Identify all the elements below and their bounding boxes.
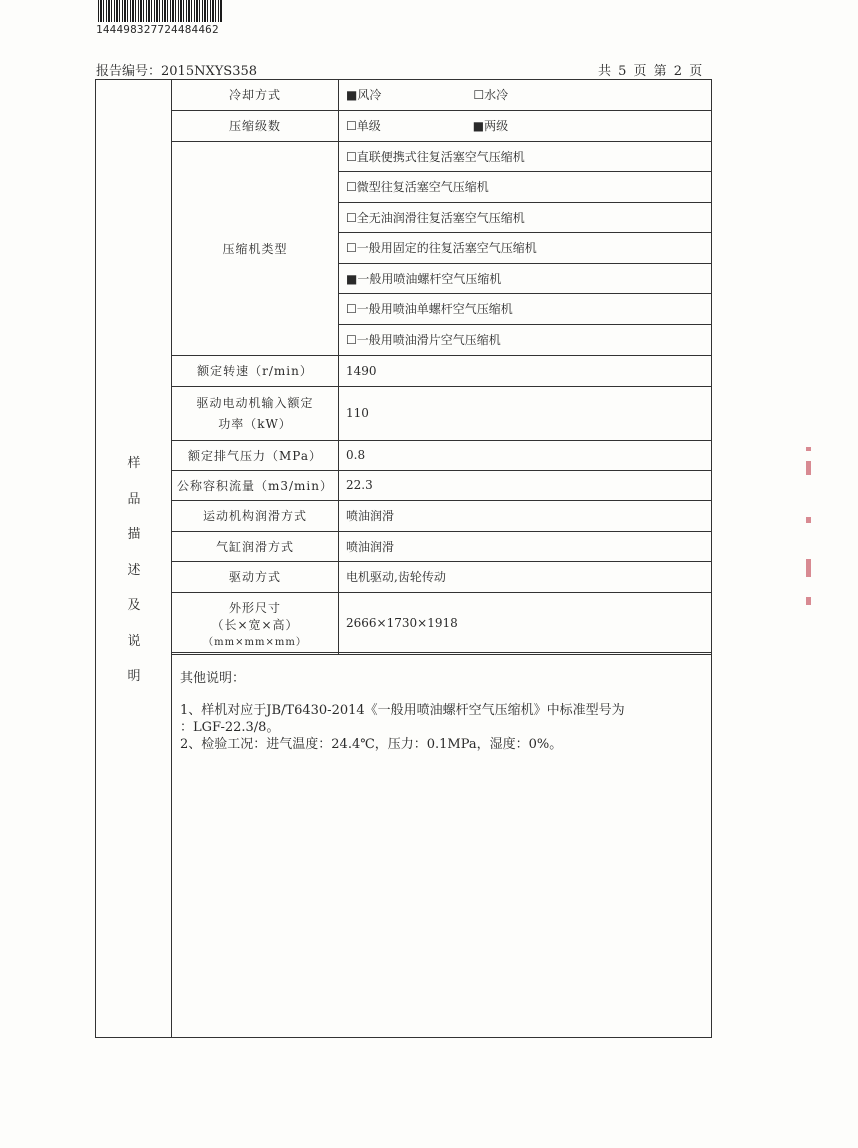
stages-key: 压缩级数 <box>172 110 339 141</box>
cooling-option-water: ☐水冷 <box>473 87 509 102</box>
type-option: ☐一般用固定的往复活塞空气压缩机 <box>339 233 713 264</box>
flow-value: 22.3 <box>339 470 713 501</box>
motion-lube-key: 运动机构润滑方式 <box>172 501 339 532</box>
report-number-value: 2015NXYS358 <box>161 64 258 79</box>
table-row <box>172 386 713 440</box>
section-char: 明 <box>127 669 141 684</box>
report-number-label: 报告编号： <box>96 64 162 79</box>
barcode-number: 144498327724484462 <box>96 23 219 36</box>
report-number <box>96 60 257 79</box>
table-row <box>172 501 713 532</box>
motor-key-line2: 功率（kW） <box>218 417 292 431</box>
table-row <box>172 531 713 562</box>
drive-key: 驱动方式 <box>172 562 339 593</box>
motor-key-line1: 驱动电动机输入额定 <box>196 396 314 410</box>
dims-key-line1: 外形尺寸 <box>228 600 281 615</box>
type-option: ☐直联便携式往复活塞空气压缩机 <box>339 141 713 172</box>
table-row <box>172 562 713 593</box>
dims-key <box>172 592 339 654</box>
page-indicator: 共 5 页 第 2 页 <box>598 64 703 79</box>
type-option: ☐全无油润滑往复活塞空气压缩机 <box>339 202 713 233</box>
type-option: ☐一般用喷油滑片空气压缩机 <box>339 324 713 355</box>
drive-value: 电机驱动,齿轮传动 <box>339 562 713 593</box>
cooling-option-air: ■风冷 <box>346 87 382 102</box>
section-label <box>124 446 144 695</box>
spec-table <box>171 79 712 655</box>
section-char: 品 <box>127 491 141 507</box>
pressure-value: 0.8 <box>339 440 713 470</box>
motion-lube-value: 喷油润滑 <box>339 501 713 532</box>
motor-key <box>172 386 339 440</box>
flow-key: 公称容积流量（m3/min） <box>172 470 339 501</box>
section-char: 说 <box>127 633 141 649</box>
stages-value <box>339 110 713 141</box>
pressure-key: 额定排气压力（MPa） <box>172 440 339 470</box>
table-row <box>172 141 713 172</box>
motor-value: 110 <box>339 386 713 440</box>
stages-option-two: ■两级 <box>472 119 509 133</box>
cooling-value <box>339 79 713 110</box>
table-row <box>172 470 713 501</box>
notes-section <box>172 652 711 1037</box>
table-row <box>172 592 713 654</box>
dims-key-line2: （长×宽×高） <box>211 617 299 632</box>
type-option: ☐一般用喷油单螺杆空气压缩机 <box>339 294 713 325</box>
section-char: 述 <box>127 562 141 578</box>
notes-line: 2、检验工况：进气温度：24.4℃，压力：0.1MPa，湿度：0%。 <box>180 737 563 752</box>
type-option: ■一般用喷油螺杆空气压缩机 <box>339 263 713 294</box>
table-row <box>172 440 713 470</box>
speed-key: 额定转速（r/min） <box>172 355 339 386</box>
notes-title: 其他说明： <box>180 671 246 686</box>
table-row <box>172 79 713 110</box>
cylinder-lube-value: 喷油润滑 <box>339 531 713 562</box>
stages-option-single: ☐单级 <box>346 119 381 133</box>
type-key: 压缩机类型 <box>172 141 339 355</box>
table-row <box>172 110 713 141</box>
cooling-key: 冷却方式 <box>172 79 339 110</box>
speed-value: 1490 <box>339 355 713 386</box>
section-char: 及 <box>127 598 141 613</box>
seal-edge-marks <box>806 447 812 607</box>
section-char: 描 <box>127 527 141 542</box>
table-row <box>172 355 713 386</box>
dims-value: 2666×1730×1918 <box>339 592 713 654</box>
notes-line: ：LGF-22.3/8。 <box>180 720 280 735</box>
section-char: 样 <box>127 456 141 471</box>
barcode-image <box>98 0 222 22</box>
type-option: ☐微型往复活塞空气压缩机 <box>339 172 713 203</box>
cylinder-lube-key: 气缸润滑方式 <box>172 531 339 562</box>
notes-line: 1、样机对应于JB/T6430-2014《一般用喷油螺杆空气压缩机》中标准型号为 <box>180 703 625 718</box>
dims-key-line3: （mm×mm×mm） <box>203 636 307 648</box>
